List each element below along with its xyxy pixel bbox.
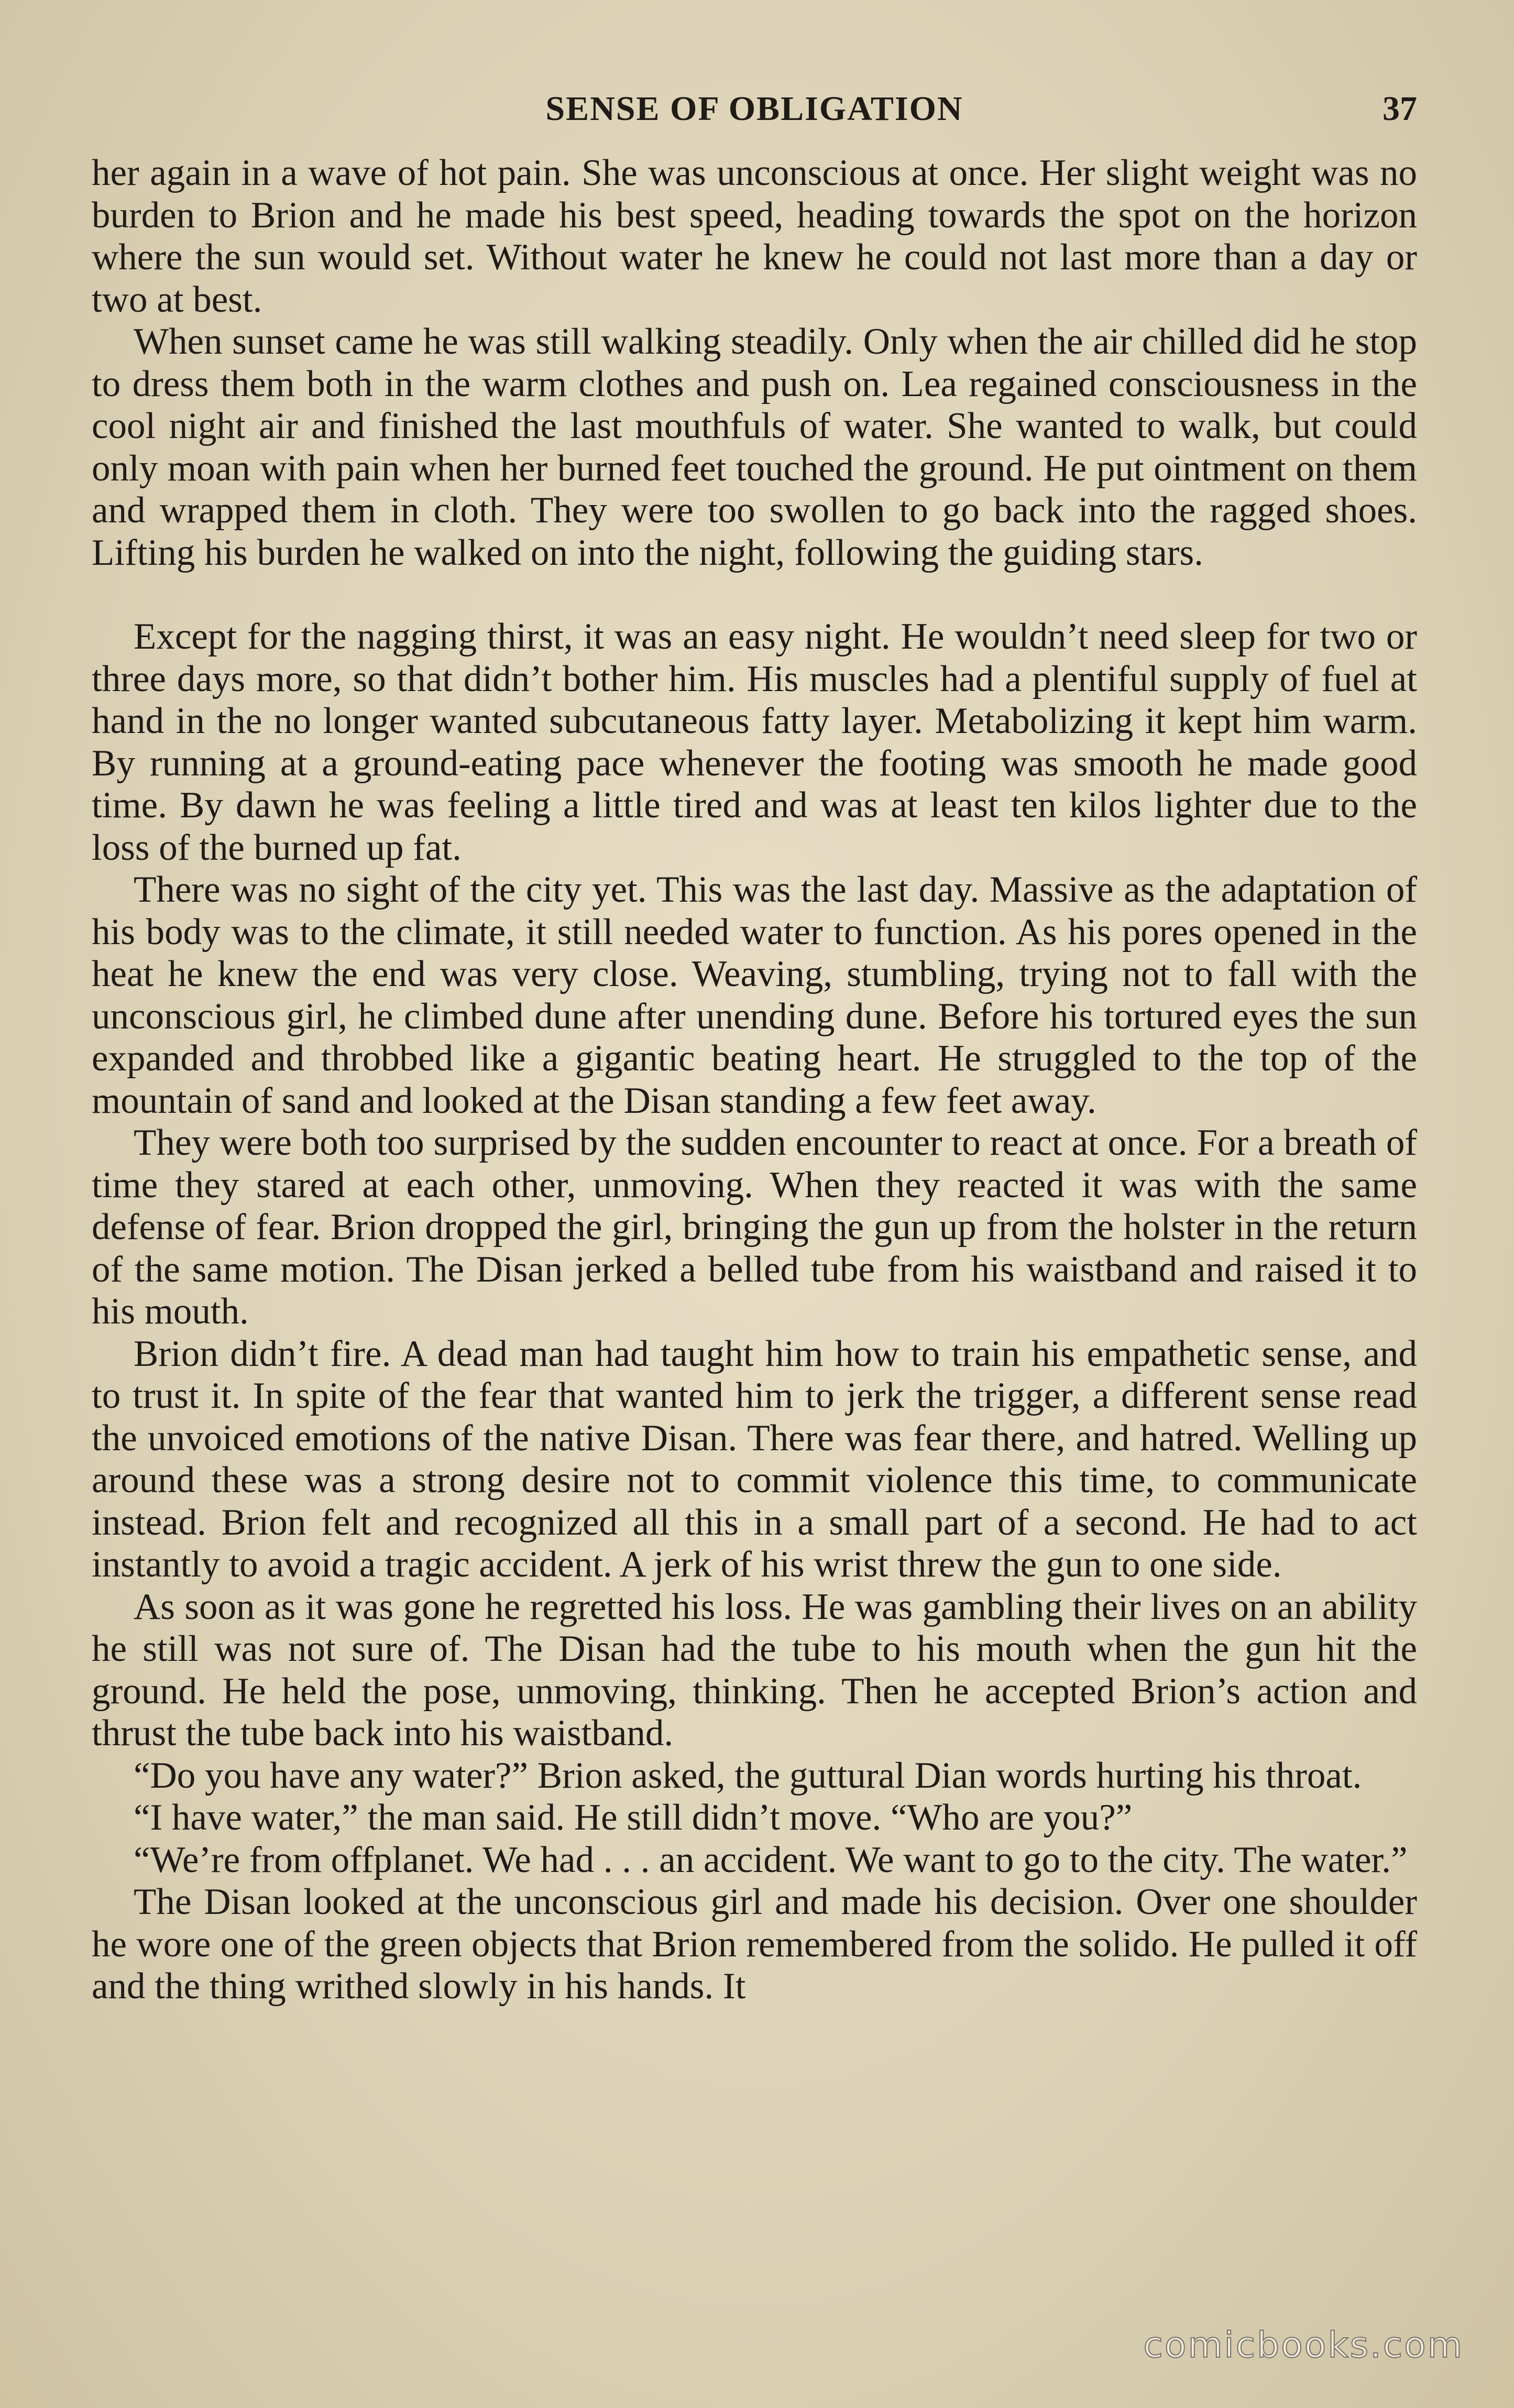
paragraph: “I have water,” the man said. He still didn’t move. “Who are you?” bbox=[134, 1797, 1133, 1838]
body-text bbox=[92, 152, 1417, 2008]
paragraph: Except for the nagging thirst, it was an easy night. He wouldn’t need sleep for two or three days more, so that didn’t bother him. His muscles had a plentiful supply of fuel at hand in the no longer wanted subcutaneous fatty layer. Metabolizing it kept him warm. By running at a ground-eating pace whenever the footing was smooth he made good time. By dawn he was feeling a little tired and was at least ten kilos lighter due to the loss of the burned up fat. bbox=[92, 616, 1417, 868]
paragraph: There was no sight of the city yet. This was the last day. Massive as the adaptation of his body was to the climate, it still needed water to function. As his pores opened in the heat he knew the end was very close. Weaving, stumbling, trying not to fall with the unconscious girl, he climbed dune after unending dune. Before his tortured eyes the sun expanded and throbbed like a gigantic beating heart. He struggled to the top of the mountain of sand and looked at the Disan standing a few feet away. bbox=[92, 869, 1417, 1121]
page-header bbox=[92, 89, 1417, 136]
watermark-logo: comicbooks.com bbox=[1143, 2325, 1464, 2366]
page-number: 37 bbox=[1383, 90, 1417, 128]
paragraph: The Disan looked at the unconscious girl and made his decision. Over one shoulder he wore one of the green objects that Brion remembered from the solido. He pulled it off and the thing writhed slowly in his hands. It bbox=[92, 1881, 1417, 2007]
paragraph: They were both too surprised by the sudden encounter to react at once. For a breath of time they stared at each other, unmoving. When they reacted it was with the same defense of fear. Brion dropped the girl, bringing the gun up from the holster in the return of the same motion. The Disan jerked a belled tube from his waistband and raised it to his mouth. bbox=[92, 1122, 1417, 1332]
paragraph: “Do you have any water?” Brion asked, the guttural Dian words hurting his throat. bbox=[134, 1755, 1362, 1796]
paragraph: As soon as it was gone he regretted his loss. He was gambling their lives on an ability he still was not sure of. The Disan had the tube to his mouth when the gun hit the ground. He held the pose, unmoving, thinking. Then he accepted Brion’s action and thrust the tube back into his waistband. bbox=[92, 1586, 1417, 1754]
paragraph: When sunset came he was still walking steadily. Only when the air chilled did he stop to dress them both in the warm clothes and push on. Lea regained consciousness in the cool night air and finished the last mouthfuls of water. She wanted to walk, but could only moan with pain when her burned feet touched the ground. He put ointment on them and wrapped them in cloth. They were too swollen to go back into the ragged shoes. Lifting his burden he walked on into the night, following the guiding stars. bbox=[92, 321, 1417, 573]
paragraph: her again in a wave of hot pain. She was unconscious at once. Her slight weight was no burden to Brion and he made his best speed, heading towards the spot on the horizon where the sun would set. Without water he knew he could not last more than a day or two at best. bbox=[92, 152, 1417, 320]
running-title: SENSE OF OBLIGATION bbox=[545, 90, 963, 128]
paragraph: Brion didn’t fire. A dead man had taught him how to train his empathetic sense, and to trust it. In spite of the fear that wanted him to jerk the trigger, a different sense read the unvoiced emotions of the native Disan. There was fear there, and hatred. Welling up around these was a strong desire not to commit violence this time, to communicate instead. Brion felt and recognized all this in a small part of a second. He had to act instantly to avoid a tragic accident. A jerk of his wrist threw the gun to one side. bbox=[92, 1333, 1417, 1585]
paragraph: “We’re from offplanet. We had . . . an accident. We want to go to the city. The water.” bbox=[134, 1839, 1408, 1880]
